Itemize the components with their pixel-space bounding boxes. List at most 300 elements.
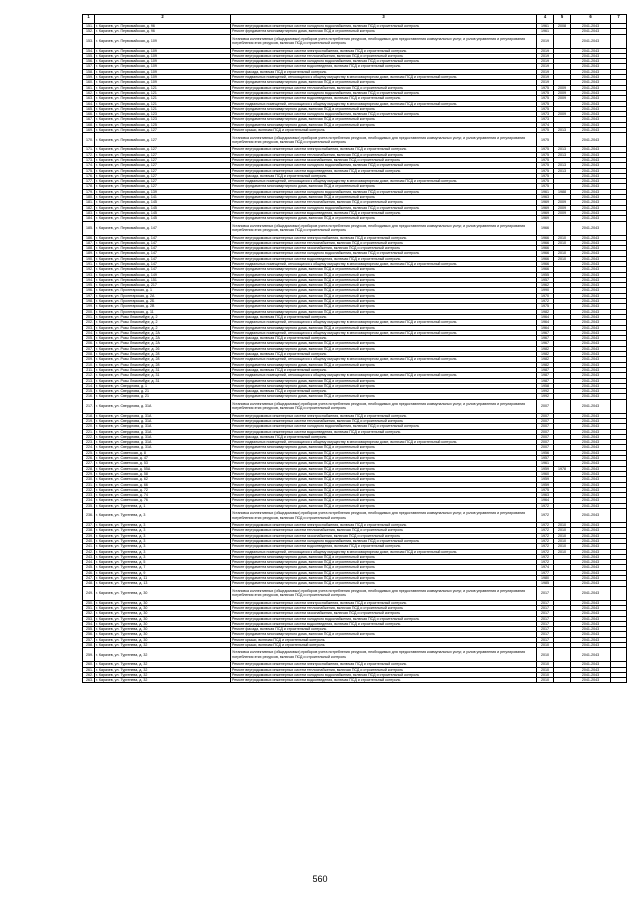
row-number: 261. [83,667,95,672]
row-number: 251. [83,605,95,610]
year-built-cell: 1966 [537,246,554,251]
work-type-cell: Ремонт фундамента многоквартирного дома, включая ПСД и строительный контроль [231,272,537,277]
row-number: 166. [83,112,95,117]
planned-period-cell: 2041-2043 [571,64,611,69]
planned-period-cell: 2041-2043 [571,34,611,48]
year-built-cell: 1975 [537,101,554,106]
year-built-cell: 1959 [537,482,554,487]
year-built-cell: 1974 [537,565,554,570]
year-built-cell: 1987 [537,373,554,378]
planned-period-cell: 2041-2043 [571,112,611,117]
work-type-cell: Ремонт внутридомовых инженерных систем электроснабжения, включая ПСД и строительный контроль [231,413,537,418]
year-built-cell: 1975 [537,304,554,309]
year-built-cell: 1967 [537,330,554,335]
year-built-cell: 2010 [537,667,554,672]
address-cell: г. Карачев, ул. Первомайская, д. 125 [95,122,231,127]
row-number: 176. [83,173,95,178]
address-cell: г. Карачев, ул. Пролетарская, д. 11 [95,309,231,314]
year-built-cell: 2019 [537,48,554,53]
year-built-cell: 1975 [537,106,554,111]
planned-period-cell: 2041-2043 [571,53,611,58]
planned-period-cell: 2041-2043 [571,152,611,157]
row-number: 156. [83,59,95,64]
planned-period-cell: 2041-2043 [571,605,611,610]
row-number: 216. [83,394,95,399]
row-number: 186. [83,235,95,240]
year-built-cell: 1992 [537,394,554,399]
address-cell: г. Карачев, ул. Тургенева, д. 32 [95,642,231,647]
row-number: 187. [83,240,95,245]
work-type-cell: Ремонт фундамента многоквартирного дома, включая ПСД и строительный контроль [231,283,537,288]
work-type-cell: Ремонт внутридомовых инженерных систем теплоснабжения, включая ПСД и строительный контроль [231,419,537,424]
address-cell: г. Карачев, ул. Первомайская, д. 127 [95,184,231,189]
repair-plan-table [82,14,627,683]
planned-period-cell: 2041-2043 [571,314,611,319]
planned-period-cell: 2041-2043 [571,29,611,34]
last-repair-year-cell [554,34,571,48]
planned-period-cell: 2041-2043 [571,383,611,388]
year-built-cell: 2019 [537,75,554,80]
year-built-cell: 1969 [537,210,554,215]
year-built-cell: 1967 [537,336,554,341]
work-type-cell: Ремонт фундамента многоквартирного дома, включая ПСД и строительный контроль [231,378,537,383]
year-built-cell: 2019 [537,64,554,69]
header-cell: 6 [571,15,611,24]
planned-period-cell: 2041-2043 [571,445,611,450]
work-type-cell: Ремонт фундамента многоквартирного дома, включая ПСД и строительный контроль [231,493,537,498]
address-cell: г. Карачев, ул. Советская, д. 53 [95,461,231,466]
planned-period-cell: 2041-2043 [571,261,611,266]
address-cell: г. Карачев, ул. Розы Люксембург, д. 31 [95,373,231,378]
row-number: 220. [83,424,95,429]
row-number: 151. [83,24,95,29]
year-built-cell: 1975 [537,152,554,157]
planned-period-cell: 2041-2043 [571,570,611,575]
work-type-cell: Ремонт фундамента многоквартирного дома, включая ПСД и строительный контроль [231,565,537,570]
address-cell: г. Карачев, ул. Первомайская, д. 109 [95,48,231,53]
row-number: 260. [83,662,95,667]
work-type-cell: Ремонт фундамента многоквартирного дома, включая ПСД и строительный контроль [231,346,537,351]
row-number: 196. [83,288,95,293]
address-cell: г. Карачев, ул. Первомайская, д. 127 [95,147,231,152]
address-cell: г. Карачев, ул. Первомайская, д. 147 [95,261,231,266]
planned-period-cell: 2041-2043 [571,466,611,471]
last-repair-year-cell: 2009 [554,210,571,215]
address-cell: г. Карачев, ул. Первомайская, д. 147 [95,240,231,245]
work-type-cell: Ремонт внутридомовых инженерных систем теплоснабжения, включая ПСД и строительный контроль [231,240,537,245]
planned-period-cell: 2041-2043 [571,205,611,210]
planned-period-cell: 2041-2043 [571,59,611,64]
row-number: 213. [83,378,95,383]
address-cell: г. Карачев, ул. Тургенева, д. 32 [95,672,231,677]
work-type-cell: Ремонт подвальных помещений, относящихся к общему имуществу в многоквартирном доме, включая ПСД и строительный контроль [231,440,537,445]
year-built-cell: 1975 [537,157,554,162]
last-repair-year-cell: 2010 [554,240,571,245]
work-type-cell: Ремонт фундамента многоквартирного дома, включая ПСД и строительный контроль [231,581,537,586]
address-cell: г. Карачев, ул. Розы Люксембург, д. 2А [95,341,231,346]
row-number: 217. [83,399,95,413]
planned-period-cell: 2041-2043 [571,128,611,133]
row-number: 215. [83,389,95,394]
planned-period-cell: 2041-2043 [571,101,611,106]
row-number: 168. [83,122,95,127]
row-number: 246. [83,570,95,575]
address-cell: г. Карачев, ул. Тургенева, д. 3 [95,544,231,549]
year-built-cell: 1990 [537,288,554,293]
year-built-cell: 1961 [537,189,554,194]
work-type-cell: Ремонт фундамента многоквартирного дома, включая ПСД и строительный контроль [231,632,537,637]
work-type-cell: Ремонт внутридомовых инженерных систем теплоснабжения, включая ПСД и строительный контроль [231,200,537,205]
address-cell: г. Карачев, ул. Тургенева, д. 30 [95,621,231,626]
address-cell: г. Карачев, ул. Советская, д. 72 [95,487,231,492]
work-type-cell: Ремонт внутридомовых инженерных систем холодного водоснабжения, включая ПСД и строительный контроль [231,163,537,168]
planned-period-cell: 2041-2043 [571,90,611,95]
work-type-cell: Ремонт фундамента многоквартирного дома, включая ПСД и строительный контроль [231,450,537,455]
address-cell: г. Карачев, ул. Первомайская, д. 147 [95,267,231,272]
year-built-cell: 2017 [537,586,554,600]
work-type-cell: Ремонт фундамента многоквартирного дома, включая ПСД и строительный контроль [231,341,537,346]
address-cell: г. Карачев, ул. Советская, д. 74 [95,493,231,498]
row-number: 218. [83,413,95,418]
row-number: 222. [83,434,95,439]
row-number: 238. [83,528,95,533]
year-built-cell: 2017 [537,600,554,605]
row-number: 225. [83,450,95,455]
row-number: 177. [83,179,95,184]
work-type-cell: Ремонт внутридомовых инженерных систем газоснабжения, включая ПСД и строительный контроль [231,157,537,162]
last-repair-year-cell: 1988 [554,189,571,194]
year-built-cell: 1966 [537,221,554,235]
address-cell: г. Карачев, ул. Первомайская, д. 109 [95,69,231,74]
header-cell: 5 [554,15,571,24]
empty-cell [611,399,627,413]
planned-period-cell: 2041-2043 [571,106,611,111]
planned-period-cell: 2041-2043 [571,373,611,378]
year-built-cell: 1972 [537,538,554,543]
address-cell: г. Карачев, ул. Свердлова, д. 31А [95,429,231,434]
address-cell: г. Карачев, ул. Советская, д. 76 [95,498,231,503]
planned-period-cell: 2041-2043 [571,173,611,178]
year-built-cell: 1969 [537,216,554,221]
work-type-cell: Ремонт внутридомовых инженерных систем теплоснабжения, включая ПСД и строительный контроль [231,605,537,610]
row-number: 197. [83,293,95,298]
work-type-cell: Ремонт внутридомовых инженерных систем водоотведения, включая ПСД и строительный контроль [231,544,537,549]
address-cell: г. Карачев, ул. Пролетарская, д. 2В [95,304,231,309]
work-type-cell: Ремонт подвальных помещений, относящихся к общему имуществу в многоквартирном доме, включая ПСД и строительный контроль [231,357,537,362]
address-cell: г. Карачев, ул. Первомайская, д. 127 [95,173,231,178]
row-number: 242. [83,549,95,554]
work-type-cell: Ремонт подвальных помещений, относящихся к общему имуществу в многоквартирном доме, включая ПСД и строительный контроль [231,320,537,325]
planned-period-cell: 2041-2043 [571,179,611,184]
row-number: 237. [83,523,95,528]
planned-period-cell: 2041-2043 [571,413,611,418]
last-repair-year-cell: 2013 [554,128,571,133]
planned-period-cell: 2041-2043 [571,533,611,538]
year-built-cell: 2010 [537,662,554,667]
address-cell: г. Карачев, ул. Тургенева, д. 9 [95,570,231,575]
address-cell: г. Карачев, ул. Первомайская, д. 123 [95,112,231,117]
planned-period-cell: 2041-2043 [571,662,611,667]
planned-period-cell: 2041-2043 [571,482,611,487]
year-built-cell: 1969 [537,200,554,205]
address-cell: г. Карачев, ул. Свердлова, д. 1 [95,383,231,388]
planned-period-cell: 2041-2043 [571,195,611,200]
work-type-cell: Ремонт внутридомовых инженерных систем холодного водоснабжения, включая ПСД и строительный контроль [231,672,537,677]
address-cell: г. Карачев, ул. Первомайская, д. 151 [95,277,231,282]
address-cell: г. Карачев, ул. Советская, д. 47 [95,456,231,461]
last-repair-year-cell: 2010 [554,533,571,538]
year-built-cell: 1972 [537,560,554,565]
year-built-cell: 1975 [537,128,554,133]
work-type-cell: Ремонт подвальных помещений, относящихся к общему имуществу в многоквартирном доме, включая ПСД и строительный контроль [231,101,537,106]
work-type-cell: Ремонт внутридомовых инженерных систем газоснабжения, включая ПСД и строительный контроль [231,246,537,251]
address-cell: г. Карачев, ул. Розы Люксембург, д. 2 [95,320,231,325]
last-repair-year-cell: 2010 [554,523,571,528]
year-built-cell: 1985 [537,581,554,586]
address-cell: г. Карачев, ул. Первомайская, д. 121 [95,90,231,95]
planned-period-cell: 2041-2043 [571,509,611,523]
year-built-cell: 1992 [537,389,554,394]
address-cell: г. Карачев, ул. Первомайская, д. 127 [95,133,231,147]
year-built-cell: 1975 [537,487,554,492]
planned-period-cell: 2041-2043 [571,637,611,642]
work-type-cell: Ремонт фундамента многоквартирного дома, включая ПСД и строительный контроль [231,122,537,127]
planned-period-cell: 2041-2043 [571,117,611,122]
row-number: 253. [83,616,95,621]
row-number: 203. [83,325,95,330]
work-type-cell: Ремонт внутридомовых инженерных систем холодного водоснабжения, включая ПСД и строительный контроль [231,424,537,429]
work-type-cell: Ремонт фасада, включая ПСД и строительный контроль [231,173,537,178]
year-built-cell: 1961 [537,461,554,466]
year-built-cell: 1964 [537,314,554,319]
year-built-cell: 2019 [537,80,554,85]
table-row [83,34,627,48]
work-type-cell: Ремонт фундамента многоквартирного дома, включая ПСД и строительный контроль [231,216,537,221]
work-type-cell: Ремонт внутридомовых инженерных систем электроснабжения, включая ПСД и строительный контроль [231,48,537,53]
address-cell: г. Карачев, ул. Розы Люксембург, д. 31 [95,378,231,383]
address-cell: г. Карачев, ул. Тургенева, д. 30 [95,605,231,610]
address-cell: г. Карачев, ул. Тургенева, д. 30 [95,627,231,632]
planned-period-cell: 2041-2043 [571,419,611,424]
work-type-cell: Ремонт внутридомовых инженерных систем холодного водоснабжения, включая ПСД и строительный контроль [231,24,537,29]
year-built-cell: 1969 [537,205,554,210]
row-number: 223. [83,440,95,445]
planned-period-cell: 2041-2043 [571,456,611,461]
row-number: 174. [83,163,95,168]
year-built-cell: 1972 [537,503,554,508]
row-number: 210. [83,362,95,367]
planned-period-cell: 2041-2043 [571,283,611,288]
table-body [83,24,627,683]
planned-period-cell: 2041-2043 [571,341,611,346]
address-cell: г. Карачев, ул. Розы Люксембург, д. 2А [95,330,231,335]
row-number: 212. [83,373,95,378]
address-cell: г. Карачев, ул. Розы Люксембург, д. 26 [95,346,231,351]
work-type-cell: Ремонт фасада, включая ПСД и строительный контроль [231,434,537,439]
row-number: 152. [83,29,95,34]
address-cell: г. Карачев, ул. Первомайская, д. 121 [95,96,231,101]
planned-period-cell: 2041-2043 [571,554,611,559]
row-number: 244. [83,560,95,565]
work-type-cell: Ремонт фасада, включая ПСД и строительный контроль [231,314,537,319]
row-number: 164. [83,101,95,106]
year-built-cell: 1964 [537,498,554,503]
planned-period-cell: 2041-2043 [571,389,611,394]
address-cell: г. Карачев, ул. Первомайская, д. 109 [95,59,231,64]
work-type-cell: Ремонт фундамента многоквартирного дома, включая ПСД и строительный контроль [231,362,537,367]
address-cell: г. Карачев, ул. Пролетарская, д. 2А [95,293,231,298]
planned-period-cell: 2041-2043 [571,399,611,413]
year-built-cell: 1964 [537,325,554,330]
year-built-cell: 1975 [537,85,554,90]
year-built-cell: 1972 [537,533,554,538]
year-built-cell: 2019 [537,59,554,64]
address-cell: г. Карачев, ул. Тургенева, д. 30 [95,600,231,605]
work-type-cell: Ремонт фундамента многоквартирного дома, включая ПСД и строительный контроль [231,466,537,471]
work-type-cell: Ремонт фасада, включая ПСД и строительный контроль [231,389,537,394]
planned-period-cell: 2041-2043 [571,544,611,549]
address-cell: г. Карачев, ул. Первомайская, д. 147 [95,235,231,240]
last-repair-year-cell: 1978 [554,466,571,471]
row-number: 171. [83,147,95,152]
row-number: 239. [83,533,95,538]
address-cell: г. Карачев, ул. Тургенева, д. 11 [95,576,231,581]
year-built-cell: 1959 [537,477,554,482]
last-repair-year-cell: 2013 [554,147,571,152]
row-number: 243. [83,554,95,559]
year-built-cell: 1975 [537,96,554,101]
row-number: 256. [83,632,95,637]
year-built-cell: 1957 [537,456,554,461]
address-cell: г. Карачев, ул. Тургенева, д. 32 [95,678,231,683]
address-cell: г. Карачев, ул. Первомайская, д. 109 [95,34,231,48]
year-built-cell: 1964 [537,320,554,325]
address-cell: г. Карачев, ул. Тургенева, д. 32 [95,667,231,672]
row-number: 179. [83,189,95,194]
row-number: 226. [83,456,95,461]
planned-period-cell: 2041-2043 [571,336,611,341]
planned-period-cell: 2041-2043 [571,627,611,632]
row-number: 175. [83,168,95,173]
row-number: 227. [83,461,95,466]
work-type-cell: Ремонт фундамента многоквартирного дома, включая ПСД и строительный контроль [231,80,537,85]
work-type-cell: Ремонт подвальных помещений, относящихся к общему имуществу в многоквартирном доме, включая ПСД и строительный контроль [231,549,537,554]
row-number: 235. [83,503,95,508]
address-cell: г. Карачев, ул. Первомайская, д. 127 [95,128,231,133]
planned-period-cell: 2041-2043 [571,184,611,189]
year-built-cell: 1963 [537,493,554,498]
planned-period-cell: 2041-2043 [571,163,611,168]
address-cell: г. Карачев, ул. Тургенева, д. 3 [95,549,231,554]
year-built-cell: 1958 [537,383,554,388]
row-number: 198. [83,299,95,304]
last-repair-year-cell: 2008 [554,24,571,29]
row-number: 189. [83,251,95,256]
table-row [83,648,627,662]
planned-period-cell: 2041-2043 [571,357,611,362]
row-number: 188. [83,246,95,251]
work-type-cell: Ремонт внутридомовых инженерных систем холодного водоснабжения, включая ПСД и строительный контроль [231,616,537,621]
row-number: 160. [83,80,95,85]
row-number: 178. [83,184,95,189]
work-type-cell: Ремонт крыши, включая ПСД и строительный контроль [231,637,537,642]
year-built-cell: 1972 [537,299,554,304]
work-type-cell: Ремонт внутридомовых инженерных систем электроснабжения, включая ПСД и строительный контроль [231,235,537,240]
address-cell: г. Карачев, ул. Розы Люксембург, д. 2 [95,314,231,319]
planned-period-cell: 2041-2043 [571,565,611,570]
row-number: 154. [83,48,95,53]
address-cell: г. Карачев, ул. Тургенева, д. 3 [95,533,231,538]
last-repair-year-cell: 2009 [554,112,571,117]
work-type-cell: Ремонт фундамента многоквартирного дома, включая ПСД и строительный контроль [231,184,537,189]
planned-period-cell: 2041-2043 [571,471,611,476]
document-page [82,14,626,683]
work-type-cell: Установка коллективных (общедомовых) приборов учета потребления ресурсов, необходимых для предоставления коммунальных услуг, и узлов управления и регулирования потребления этих ресурсов, включая ПСД и строительный контроль [231,221,537,235]
address-cell: г. Карачев, ул. Тургенева, д. 3 [95,554,231,559]
row-number: 207. [83,346,95,351]
year-built-cell: 1957 [537,277,554,282]
work-type-cell: Ремонт фундамента многоквартирного дома, включая ПСД и строительный контроль [231,309,537,314]
year-built-cell: 1975 [537,173,554,178]
last-repair-year-cell [554,133,571,147]
work-type-cell: Ремонт фасада, включая ПСД и строительный контроль [231,367,537,372]
planned-period-cell: 2041-2043 [571,648,611,662]
work-type-cell: Ремонт подвальных помещений, относящихся к общему имуществу в многоквартирном доме, включая ПСД и строительный контроль [231,330,537,335]
address-cell: г. Карачев, ул. Советская, д. 58 [95,471,231,476]
work-type-cell: Ремонт фундамента многоквартирного дома, включая ПСД и строительный контроль [231,325,537,330]
year-built-cell: 1966 [537,256,554,261]
address-cell: г. Карачев, ул. Тургенева, д. 32 [95,662,231,667]
address-cell: г. Карачев, ул. Первомайская, д. 147 [95,256,231,261]
table-row [83,678,627,683]
address-cell: г. Карачев, ул. Первомайская, д. 121 [95,106,231,111]
year-built-cell: 1980 [537,576,554,581]
row-number: 201. [83,314,95,319]
row-number: 191. [83,261,95,266]
year-built-cell: 1959 [537,466,554,471]
address-cell: г. Карачев, ул. Первомайская, д. 121 [95,85,231,90]
address-cell: г. Карачев, ул. Тургенева, д. 3 [95,528,231,533]
planned-period-cell: 2041-2043 [571,330,611,335]
planned-period-cell: 2041-2043 [571,299,611,304]
work-type-cell: Ремонт внутридомовых инженерных систем электроснабжения, включая ПСД и строительный контроль [231,147,537,152]
address-cell: г. Карачев, ул. Первомайская, д. 96 [95,24,231,29]
address-cell: г. Карачев, ул. Тургенева, д. 3 [95,509,231,523]
year-built-cell: 2007 [537,429,554,434]
address-cell: г. Карачев, ул. Первомайская, д. 145 [95,200,231,205]
planned-period-cell: 2041-2043 [571,24,611,29]
work-type-cell: Ремонт фундамента многоквартирного дома, включая ПСД и строительный контроль [231,195,537,200]
planned-period-cell: 2041-2043 [571,487,611,492]
row-number: 248. [83,581,95,586]
address-cell: г. Карачев, ул. Тургенева, д. 1 [95,503,231,508]
planned-period-cell: 2041-2043 [571,168,611,173]
work-type-cell: Ремонт подвальных помещений, относящихся к общему имуществу в многоквартирном доме, включая ПСД и строительный контроль [231,373,537,378]
empty-cell [611,509,627,523]
year-built-cell: 1982 [537,352,554,357]
work-type-cell: Ремонт фундамента многоквартирного дома, включая ПСД и строительный контроль [231,117,537,122]
address-cell: г. Карачев, ул. Советская, д. 8 [95,450,231,455]
year-built-cell: 1967 [537,341,554,346]
row-number: 257. [83,637,95,642]
row-number: 204. [83,330,95,335]
work-type-cell: Ремонт фундамента многоквартирного дома, включая ПСД и строительный контроль [231,482,537,487]
year-built-cell: 1973 [537,112,554,117]
year-built-cell: 1956 [537,450,554,455]
planned-period-cell: 2041-2043 [571,235,611,240]
address-cell: г. Карачев, ул. Тургенева, д. 32 [95,648,231,662]
address-cell: г. Карачев, ул. Первомайская, д. 145 [95,205,231,210]
